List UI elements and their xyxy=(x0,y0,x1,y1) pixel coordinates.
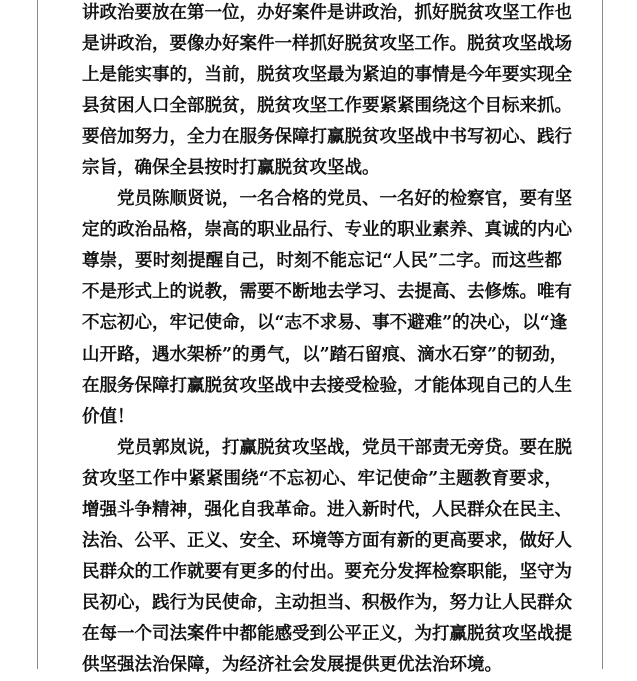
text-line: 定的政治品格，崇高的职业品行、专业的职业素养、真诚的内心 xyxy=(82,220,572,241)
text-line: 讲政治要放在第一位，办好案件是讲政治，抓好脱贫攻坚工作也 xyxy=(82,3,572,23)
text-line: 不忘初心，牢记使命，以“志不求易、事不避难”的决心，以“逢 xyxy=(82,313,568,334)
text-line: 山开路，遇水架桥”的勇气，以”踏石留痕、滴水石穿”的韧劲， xyxy=(82,344,568,365)
paragraph-2 xyxy=(82,184,572,432)
text-line: 在每一个司法案件中都能感受到公平正义，为打赢脱贫攻坚战提 xyxy=(82,623,572,644)
text-line: 民群众的工作就要有更多的付出。要充分发挥检察职能，坚守为 xyxy=(82,561,572,582)
right-margin-guide xyxy=(602,0,603,669)
text-line: 党员郭岚说，打赢脱贫攻坚战，党员干部责无旁贷。要在脱 xyxy=(117,437,572,458)
text-line: 上是能实事的，当前，脱贫攻坚最为紧迫的事情是今年要实现全 xyxy=(82,65,572,86)
text-line: 党员陈顺贤说，一名合格的党员、一名好的检察官，要有坚 xyxy=(117,189,572,210)
paragraph-3 xyxy=(82,433,572,681)
text-line: 不是形式上的说教，需要不断地去学习、去提高、去修炼。唯有 xyxy=(82,282,572,303)
text-line: 在服务保障打赢脱贫攻坚战中去接受检验，才能体现自己的人生 xyxy=(82,375,572,396)
document-body xyxy=(82,0,572,681)
text-line: 尊崇，要时刻提醒自己，时刻不能忘记“人民”二字。而这些都 xyxy=(82,251,562,272)
left-margin-guide xyxy=(37,0,38,669)
text-line: 供坚强法治保障，为经济社会发展提供更优法治环境。 xyxy=(82,654,502,675)
text-line: 是讲政治，要像办好案件一样抓好脱贫攻坚工作。脱贫攻坚战场 xyxy=(82,34,572,55)
text-line: 民初心，践行为民使命，主动担当、积极作为，努力让人民群众 xyxy=(82,592,572,613)
paragraph-1 xyxy=(82,0,572,184)
text-line: 法治、公平、正义、安全、环境等方面有新的更高要求，做好人 xyxy=(82,530,572,551)
text-line: 价值！ xyxy=(82,406,135,427)
text-line: 要倍加努力，全力在服务保障打赢脱贫攻坚战中书写初心、践行 xyxy=(82,127,572,148)
text-line: 贫攻坚工作中紧紧围绕“不忘初心、牢记使命”主题教育要求， xyxy=(82,468,562,489)
text-line: 宗旨，确保全县按时打赢脱贫攻坚战。 xyxy=(82,158,380,179)
text-line: 增强斗争精神，强化自我革命。进入新时代，人民群众在民主、 xyxy=(82,499,572,520)
text-line: 县贫困人口全部脱贫，脱贫攻坚工作要紧紧围绕这个目标来抓。 xyxy=(82,96,572,117)
